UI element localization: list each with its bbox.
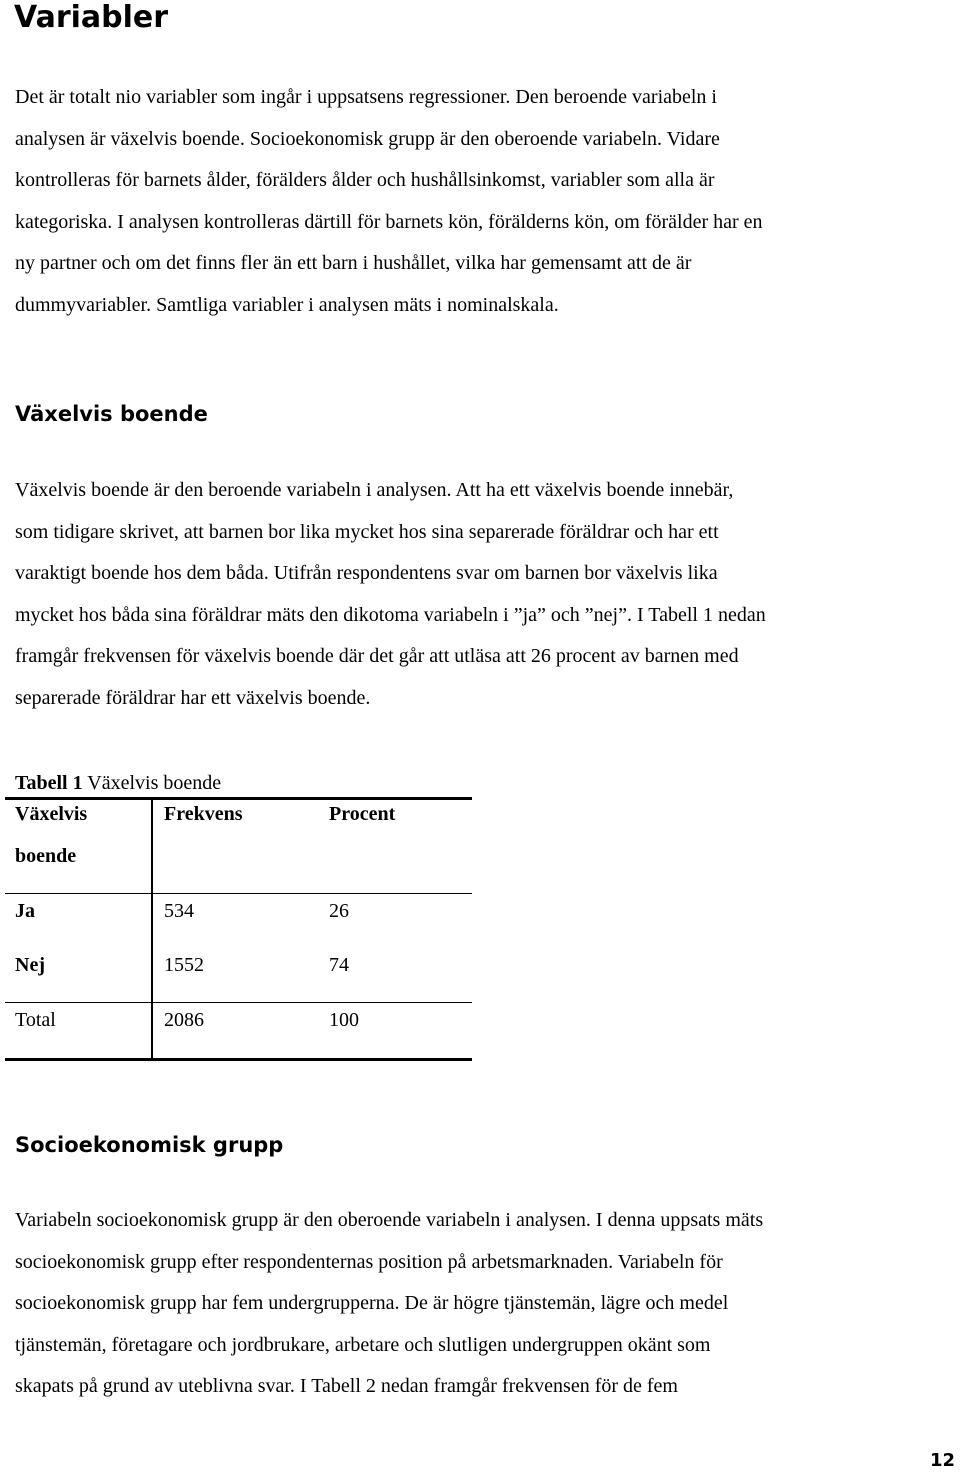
row-label-total: Total bbox=[15, 1009, 56, 1031]
table-caption-label: Tabell 1 bbox=[15, 772, 83, 794]
section-title-socioekonomisk: Socioekonomisk grupp bbox=[15, 1133, 284, 1157]
text-line: mycket hos båda sina föräldrar mäts den dikotoma variabeln i ”ja” och ”nej”. I Tabell 1 nedan bbox=[15, 603, 766, 626]
text-line: ny partner och om det finns fler än ett barn i hushållet, vilka har gemensamt att de är bbox=[15, 252, 692, 274]
row-pct-nej: 74 bbox=[329, 954, 349, 976]
header-boende: boende bbox=[15, 845, 77, 867]
header-frekvens: Frekvens bbox=[164, 803, 243, 825]
table-header-rule bbox=[5, 893, 472, 894]
table-top-rule bbox=[5, 797, 472, 800]
table-vertical-rule bbox=[151, 799, 153, 1060]
table-bottom-rule bbox=[5, 1058, 472, 1061]
header-vaxelvis: Växelvis bbox=[15, 803, 88, 825]
intro-paragraph bbox=[15, 77, 950, 326]
row-freq-nej: 1552 bbox=[164, 954, 204, 976]
text-line: separerade föräldrar har ett växelvis boende. bbox=[15, 686, 371, 709]
text-line: dummyvariabler. Samtliga variabler i analysen mäts i nominalskala. bbox=[15, 293, 559, 316]
section-title-vaxelvis: Växelvis boende bbox=[15, 402, 208, 426]
text-line: som tidigare skrivet, att barnen bor lika mycket hos sina separerade föräldrar och har ett bbox=[15, 520, 719, 543]
text-line: Växelvis boende är den beroende variabeln i analysen. Att ha ett växelvis boende innebär, bbox=[15, 479, 734, 501]
table-caption-text: Växelvis boende bbox=[82, 772, 222, 794]
text-line: varaktigt boende hos dem båda. Utifrån respondentens svar om barnen bor växelvis lika bbox=[15, 562, 718, 584]
vaxelvis-paragraph bbox=[15, 470, 950, 719]
table-caption bbox=[15, 769, 221, 797]
text-line: tjänstemän, företagare och jordbrukare, arbetare och slutligen undergruppen okänt som bbox=[15, 1333, 711, 1356]
socioekonomisk-paragraph bbox=[15, 1200, 950, 1408]
text-line: analysen är växelvis boende. Socioekonomisk grupp är den oberoende variabeln. Vidare bbox=[15, 127, 720, 150]
row-freq-ja: 534 bbox=[164, 900, 194, 922]
text-line: framgår frekvensen för växelvis boende där det går att utläsa att 26 procent av barnen med bbox=[15, 645, 739, 667]
row-label-ja: Ja bbox=[15, 900, 35, 922]
row-pct-total: 100 bbox=[329, 1009, 359, 1031]
text-line: Variabeln socioekonomisk grupp är den oberoende variabeln i analysen. I denna uppsats mäts bbox=[15, 1209, 764, 1231]
text-line: skapats på grund av uteblivna svar. I Tabell 2 nedan framgår frekvensen för de fem bbox=[15, 1375, 678, 1397]
header-procent: Procent bbox=[329, 803, 396, 825]
row-label-nej: Nej bbox=[15, 954, 45, 976]
page-number: 12 bbox=[930, 1450, 956, 1471]
text-line: kategoriska. I analysen kontrolleras därtill för barnets kön, förälderns kön, om förälder har en bbox=[15, 210, 763, 233]
text-line: socioekonomisk grupp har fem undergrupperna. De är högre tjänstemän, lägre och medel bbox=[15, 1292, 729, 1314]
row-freq-total: 2086 bbox=[164, 1009, 204, 1031]
text-line: Det är totalt nio variabler som ingår i uppsatsens regressioner. Den beroende variabeln i bbox=[15, 86, 717, 108]
row-pct-ja: 26 bbox=[329, 900, 349, 922]
text-line: kontrolleras för barnets ålder, förälders ålder och hushållsinkomst, variabler som alla är bbox=[15, 169, 715, 191]
page-heading: Variabler bbox=[14, 0, 169, 35]
text-line: socioekonomisk grupp efter respondenternas position på arbetsmarknaden. Variabeln för bbox=[15, 1250, 723, 1273]
table-body-rule bbox=[5, 1002, 472, 1003]
